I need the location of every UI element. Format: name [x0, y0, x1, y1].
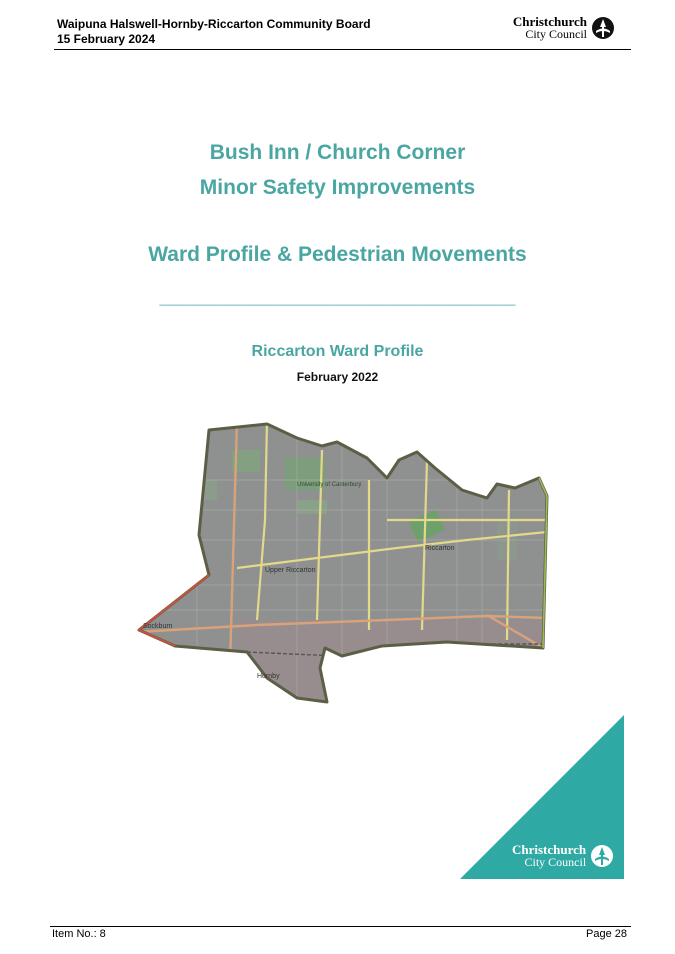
footer-rule [50, 926, 631, 927]
logo-text-line1: Christchurch [512, 14, 587, 29]
footer-item-number: Item No.: 8 [52, 928, 106, 940]
subtitle-date: February 2022 [296, 370, 379, 384]
header-rule [54, 49, 631, 50]
map-label-hornby: Hornby [257, 673, 280, 680]
corner-logo-line1: Christchurch [512, 842, 587, 857]
title-line-1: Bush Inn / Church Corner [209, 141, 466, 164]
corner-council-logo [512, 843, 614, 869]
map-label-university: University of Canterbury [297, 482, 362, 488]
subtitle: Riccarton Ward Profile [251, 343, 424, 360]
footer-page-number: Page 28 [586, 928, 627, 940]
header-board-name: Waipuna Halswell-Hornby-Riccarton Community Board [57, 17, 371, 31]
map-label-upper-riccarton: Upper Riccarton [265, 567, 316, 574]
map-label-sockburn: Sockburn [143, 623, 173, 630]
logo-text-line2: City Council [525, 27, 587, 41]
council-logo [513, 15, 615, 41]
ward-map [137, 420, 549, 710]
title-line-3: Ward Profile & Pedestrian Movements [148, 243, 527, 266]
title-divider: ________________________________ [159, 286, 516, 308]
title-line-2: Minor Safety Improvements [199, 176, 476, 199]
map-label-riccarton: Riccarton [425, 545, 455, 552]
cathedral-icon [590, 844, 614, 868]
cathedral-icon [591, 16, 615, 40]
header-date: 15 February 2024 [57, 32, 156, 46]
corner-logo-line2: City Council [524, 855, 587, 869]
